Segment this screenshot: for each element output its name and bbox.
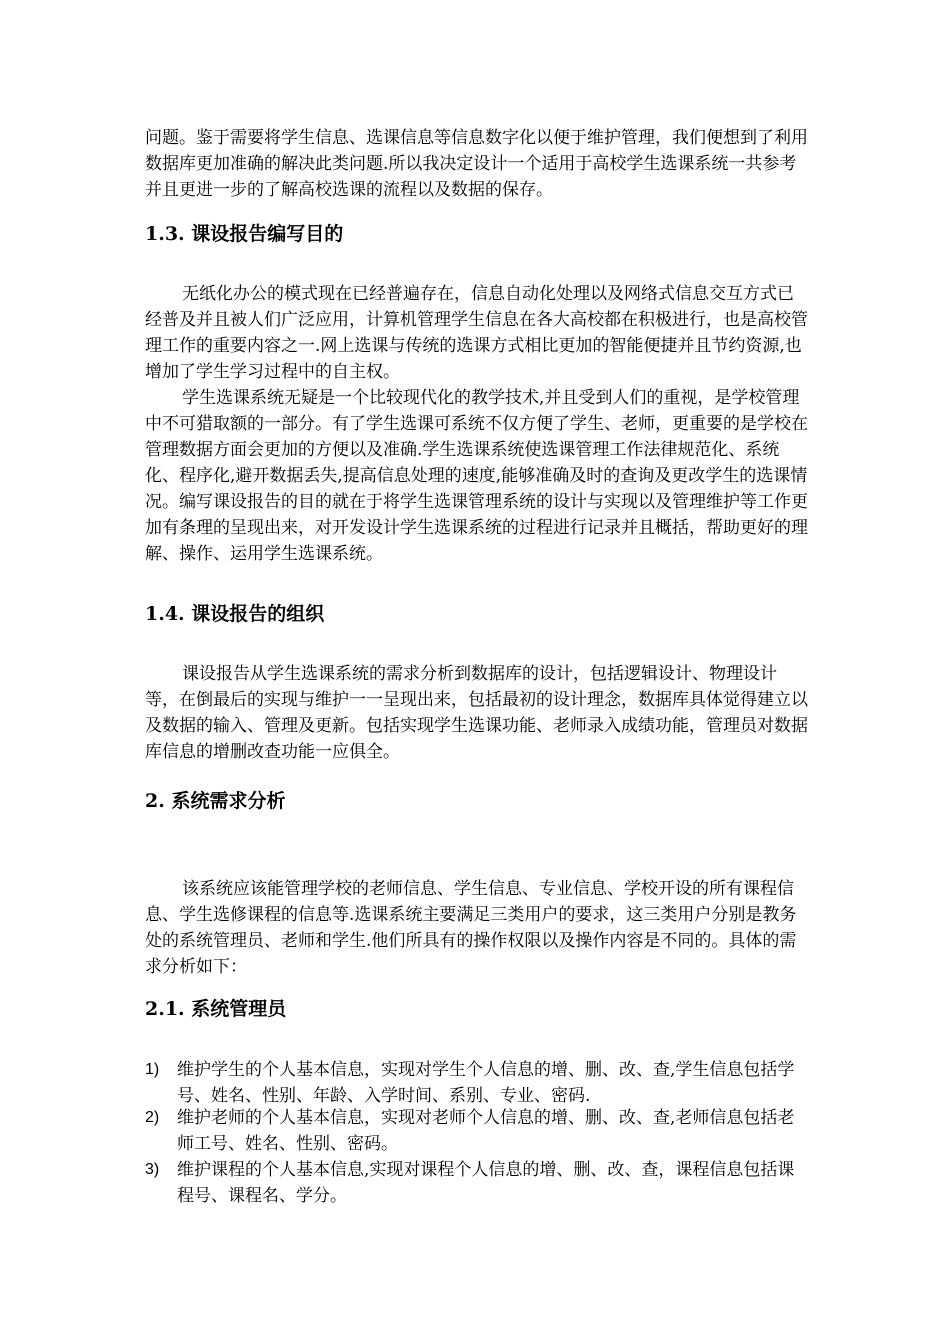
section-1-3-paragraph-1: 无纸化办公的模式现在已经普遍存在，信息自动化处理以及网络式信息交互方式已经普及并且被人们广泛应用，计算机管理学生信息在各大高校都在积极进行，也是高校管理工作的重要内容之一.网上选课与传统的选课方式相比更加的智能便捷并且节约资源,也增加了学生学习过程中的自主权。 — [145, 284, 808, 382]
list-item — [145, 1057, 809, 1109]
list-item-text: 维护老师的个人基本信息，实现对老师个人信息的增、删、改、查,老师信息包括老师工号、姓名、性别、密码。 — [177, 1108, 795, 1154]
list-item — [145, 1157, 809, 1209]
list-item-number: 3) — [145, 1161, 160, 1178]
list-item — [145, 1105, 809, 1157]
intro-paragraph: 问题。鉴于需要将学生信息、选课信息等信息数字化以便于维护管理，我们便想到了利用数据库更加准确的解决此类问题.所以我决定设计一个适用于高校学生选课系统一共参考并且更进一步的了解高校选课的流程以及数据的保存。 — [145, 128, 808, 200]
list-item-text: 维护课程的个人基本信息,实现对课程个人信息的增、删、改、查，课程信息包括课程号、课程名、学分。 — [177, 1160, 795, 1206]
list-item-text: 维护学生的个人基本信息，实现对学生个人信息的增、删、改、查,学生信息包括学号、姓名、性别、年龄、入学时间、系别、专业、密码. — [177, 1060, 795, 1106]
section-1-3-paragraph-2: 学生选课系统无疑是一个比较现代化的教学技术,并且受到人们的重视，是学校管理中不可猎取额的一部分。有了学生选课可系统不仅方便了学生、老师，更重要的是学校在管理数据方面会更加的方便以及准确.学生选课系统使选课管理工作法律规范化、系统化、程序化,避开数据丢失,提高信息处理的速度,能够准确及时的查询及更改学生的选课情况。编写课设报告的目的就在于将学生选课管理系统的设计与实现以及管理维护等工作更加有条理的呈现出来，对开发设计学生选课系统的过程进行记录并且概括，帮助更好的理解、操作、运用学生选课系统。 — [145, 388, 808, 564]
section-heading-1-4: 1.4. 课设报告的组织 — [145, 603, 325, 625]
list-item-number: 1) — [145, 1061, 160, 1078]
section-heading-2: 2. 系统需求分析 — [145, 790, 286, 812]
section-heading-2-1: 2.1. 系统管理员 — [145, 998, 287, 1020]
section-1-4-paragraph-1: 课设报告从学生选课系统的需求分析到数据库的设计，包括逻辑设计、物理设计等，在倒最后的实现与维护一一呈现出来，包括最初的设计理念，数据库具体觉得建立以及数据的输入、管理及更新。包括实现学生选课功能、老师录入成绩功能，管理员对数据库信息的增删改查功能一应俱全。 — [145, 664, 808, 762]
list-item-number: 2) — [145, 1109, 160, 1126]
section-2-paragraph-1: 该系统应该能管理学校的老师信息、学生信息、专业信息、学校开设的所有课程信息、学生选修课程的信息等.选课系统主要满足三类用户的要求，这三类用户分别是教务处的系统管理员、老师和学生.他们所具有的操作权限以及操作内容是不同的。具体的需求分析如下： — [145, 879, 797, 977]
section-heading-1-3: 1.3. 课设报告编写目的 — [145, 223, 344, 245]
